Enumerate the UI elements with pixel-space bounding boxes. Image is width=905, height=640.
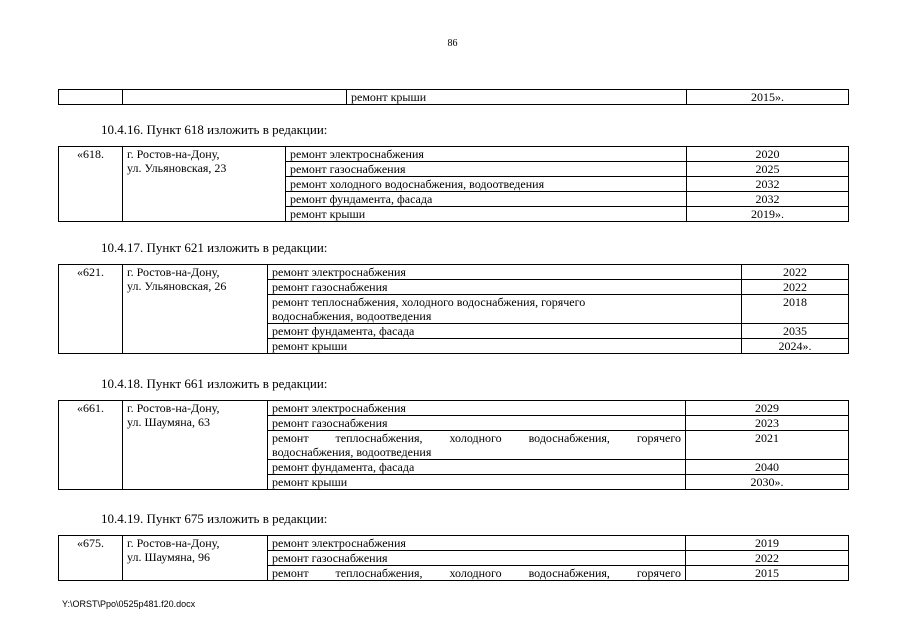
work-cell: [268, 431, 686, 460]
table-621: [58, 264, 849, 354]
work-cell: [268, 295, 742, 324]
footer-file-path: Y:\ORST\Ppo\0525p481.f20.docx: [62, 599, 196, 609]
year-cell: 2022: [686, 551, 849, 566]
address-line1: г. Ростов-на-Дону,: [127, 536, 220, 550]
year-cell: 2022: [742, 265, 849, 280]
address-line2: ул. Шаумяна, 63: [127, 415, 210, 429]
item-number: «618.: [59, 147, 123, 222]
year-cell: 2020: [687, 147, 849, 162]
work-cell: ремонт фундамента, фасада: [268, 460, 686, 475]
year-cell: 2032: [687, 177, 849, 192]
section-heading-661: 10.4.18. Пункт 661 изложить в редакции:: [101, 376, 328, 391]
section-heading-618: 10.4.16. Пункт 618 изложить в редакции:: [101, 122, 328, 137]
address-line1: г. Ростов-на-Дону,: [127, 265, 220, 279]
address-line2: ул. Ульяновская, 26: [127, 279, 227, 293]
work-line1: ремонт теплоснабжения, холодного водоснабжения, горячего: [272, 431, 681, 445]
address-line1: г. Ростов-на-Дону,: [127, 147, 220, 161]
year-cell: 2018: [742, 295, 849, 324]
work-cell: ремонт холодного водоснабжения, водоотведения: [286, 177, 687, 192]
year-cell: 2025: [687, 162, 849, 177]
item-number: «661.: [59, 401, 123, 490]
year-cell: 2029: [686, 401, 849, 416]
work-cell: ремонт крыши: [268, 475, 686, 490]
work-cell: ремонт газоснабжения: [268, 280, 742, 295]
year-cell: 2021: [686, 431, 849, 460]
address-cell: [123, 265, 268, 354]
year-cell: 2035: [742, 324, 849, 339]
page-number: 86: [447, 38, 458, 49]
table-row: [59, 90, 849, 105]
section-heading-621: 10.4.17. Пункт 621 изложить в редакции:: [101, 240, 328, 255]
item-number: «675.: [59, 536, 123, 581]
work-line1: ремонт теплоснабжения, холодного водоснабжения, горячего: [272, 566, 681, 580]
year-cell: 2015».: [687, 90, 849, 105]
address-cell: [123, 90, 347, 105]
table-row: [59, 401, 849, 416]
item-number: «621.: [59, 265, 123, 354]
year-cell: 2030».: [686, 475, 849, 490]
num-cell: [59, 90, 123, 105]
section-heading-675: 10.4.19. Пункт 675 изложить в редакции:: [101, 511, 328, 526]
table-661: [58, 400, 849, 490]
work-cell: ремонт электроснабжения: [286, 147, 687, 162]
year-cell: 2040: [686, 460, 849, 475]
work-cell: ремонт крыши: [347, 90, 687, 105]
work-cell: ремонт фундамента, фасада: [268, 324, 742, 339]
work-cell: ремонт газоснабжения: [268, 416, 686, 431]
year-cell: 2015: [686, 566, 849, 581]
address-line2: ул. Ульяновская, 23: [127, 161, 227, 175]
year-cell: 2024».: [742, 339, 849, 354]
work-cell: ремонт электроснабжения: [268, 401, 686, 416]
year-cell: 2019: [686, 536, 849, 551]
work-line1: ремонт теплоснабжения, холодного водоснабжения, горячего: [272, 295, 586, 309]
continuation-table: [58, 89, 849, 105]
work-line2: водоснабжения, водоотведения: [272, 445, 432, 459]
address-cell: [123, 147, 286, 222]
address-line2: ул. Шаумяна, 96: [127, 550, 210, 564]
work-line2: водоснабжения, водоотведения: [272, 309, 432, 323]
work-cell: ремонт газоснабжения: [268, 551, 686, 566]
work-cell: ремонт крыши: [286, 207, 687, 222]
year-cell: 2022: [742, 280, 849, 295]
table-row: [59, 265, 849, 280]
table-675: [58, 535, 849, 581]
work-cell: ремонт электроснабжения: [268, 536, 686, 551]
work-cell: ремонт газоснабжения: [286, 162, 687, 177]
table-row: [59, 536, 849, 551]
year-cell: 2032: [687, 192, 849, 207]
address-cell: [123, 401, 268, 490]
work-cell: ремонт крыши: [268, 339, 742, 354]
work-cell: ремонт фундамента, фасада: [286, 192, 687, 207]
work-cell: ремонт электроснабжения: [268, 265, 742, 280]
address-line1: г. Ростов-на-Дону,: [127, 401, 220, 415]
year-cell: 2019».: [687, 207, 849, 222]
year-cell: 2023: [686, 416, 849, 431]
work-cell: [268, 566, 686, 581]
address-cell: [123, 536, 268, 581]
table-row: [59, 147, 849, 162]
table-618: [58, 146, 849, 222]
